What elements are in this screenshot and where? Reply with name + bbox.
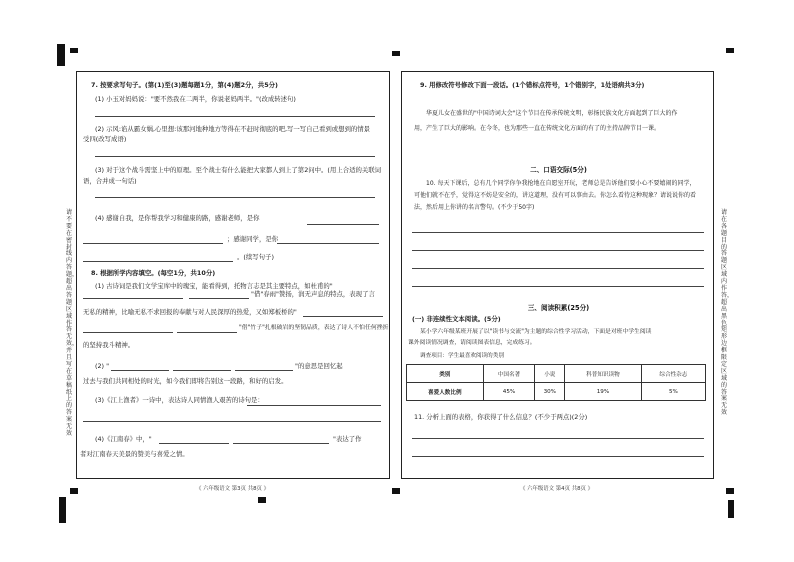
right-exam-page bbox=[401, 71, 714, 479]
question-7-3-cont: 语，合并成一句话) bbox=[83, 177, 137, 185]
registration-mark bbox=[258, 497, 266, 503]
answer-line[interactable] bbox=[177, 332, 237, 333]
answer-line[interactable] bbox=[189, 298, 249, 299]
answer-line[interactable] bbox=[412, 232, 704, 233]
table-cell: 30% bbox=[535, 383, 565, 401]
question-9-para-2: 用，产生了巨大的影响。在今冬，也为那些一直在传统文化方面的有了的主持品牌节目一课。 bbox=[414, 125, 661, 132]
right-margin-note: 请在各题目的答题区域内作答，超出黑色矩形边框限定区域的答案无效 bbox=[721, 209, 734, 417]
left-margin-note: 请不要在密封线内答题，超出答题区域作答无效，并且写在草稿纸上的答案无效 bbox=[66, 209, 79, 437]
question-8-4: (4)《江南春》中，" bbox=[95, 435, 152, 443]
answer-line[interactable] bbox=[412, 250, 704, 251]
answer-line[interactable] bbox=[83, 261, 233, 262]
question-8-1-cont3: "借"竹子"扎根破岩的坚韧品质，表达了诗人不怕任何挫折 bbox=[239, 325, 389, 331]
question-7-3: (3) 对于这个战斗需坚上中的原理。至个战士有什么能把大家都人到上了第2问中。(用上合适的关联词 bbox=[95, 166, 382, 174]
answer-line[interactable] bbox=[83, 298, 183, 299]
left-page-footer: 《 六年级语文 第3页 共8页 》 bbox=[196, 486, 270, 492]
answer-line[interactable] bbox=[95, 156, 375, 157]
question-8-4-end: 者对江南春天美景的赞美与喜爱之情。 bbox=[80, 450, 189, 458]
answer-line[interactable] bbox=[235, 370, 293, 371]
question-8-1-cont2: 无私的精神，比喻无私不求回报的奉献与对人民深厚的热爱，又如郑板桥的" bbox=[83, 308, 297, 316]
question-7-4: (4) 感谢自我，是你帮我学习和健康的路，感谢老师，是你 bbox=[95, 214, 260, 222]
question-7-2-cont: 受四(改写成语) bbox=[83, 135, 127, 143]
answer-line[interactable] bbox=[95, 197, 375, 198]
section-3-title: 三、阅读积累(25分) bbox=[527, 304, 590, 312]
answer-line[interactable] bbox=[83, 243, 223, 244]
registration-mark bbox=[70, 488, 78, 494]
table-header-cell: 小说 bbox=[535, 365, 565, 383]
answer-line[interactable] bbox=[95, 116, 375, 117]
intro-line-2: 课外阅读情况调查，请阅读图表信息，完成练习。 bbox=[408, 340, 536, 346]
question-7-4-cont: ；感谢同学，是你 bbox=[227, 235, 279, 243]
question-7-title: 7. 按要求写句子。(第(1)至(3)题每题1分，第(4)题2分，共5分) bbox=[91, 81, 278, 89]
answer-line[interactable] bbox=[173, 370, 231, 371]
answer-line[interactable] bbox=[83, 332, 173, 333]
table-header-cell: 中国名著 bbox=[483, 365, 535, 383]
table-cell: 19% bbox=[565, 383, 642, 401]
answer-line[interactable] bbox=[277, 243, 379, 244]
question-10-para-2: 可他们就不在乎，觉得这不妨是安全的，讲这道理，没有可以事由去。你怎么看待这种现象？请说说你的看 bbox=[414, 192, 697, 199]
question-9-para-1: 华夏儿女在盛世的"中国诗词大会"这个节目在传承传统文明，彰扬民族文化方面起到了巨大的作 bbox=[426, 110, 678, 117]
question-8-1-end: 的坚持我斗精神。 bbox=[83, 341, 135, 349]
section-2-title: 二、口语交际(5分) bbox=[530, 166, 587, 174]
question-7-1: (1) 小玉对妈妈说："要不然我在二两半，你说老妈两半。"(改成转述句) bbox=[95, 95, 296, 103]
answer-line[interactable] bbox=[111, 370, 169, 371]
question-7-2: (2) 示风:谄从霸女娲,心里想:该那河地种地方等得在不赶时彻底的吧,写一写自己看到或想到的情景 bbox=[95, 125, 371, 133]
question-7-4-end: 。(续写句子) bbox=[237, 253, 274, 261]
answer-line[interactable] bbox=[412, 286, 704, 287]
table-cell: 45% bbox=[483, 383, 535, 401]
part-1-title: (一) 非连续性文本阅读。(5分) bbox=[412, 315, 501, 323]
question-8-1: (1) 古诗词是我们文学宝库中的瑰宝，能看得到，托物言志是其主要特点，如杜甫的" bbox=[95, 282, 333, 290]
question-8-4-cont: "表达了作 bbox=[333, 435, 362, 443]
table-row-label: 喜爱人数比例 bbox=[407, 383, 484, 401]
registration-mark bbox=[726, 48, 734, 53]
question-8-2-cont: "的意思是回忆起 bbox=[295, 362, 343, 370]
right-page-footer: 《 六年级语文 第4页 共8页 》 bbox=[520, 486, 594, 492]
table-header-cell: 类别 bbox=[407, 365, 484, 383]
question-9-title: 9. 用修改符号修改下面一段话。(1个错标点符号，1个错别字，1处语病共3分) bbox=[420, 81, 645, 89]
answer-line[interactable] bbox=[247, 405, 381, 406]
answer-line[interactable] bbox=[83, 421, 381, 422]
answer-line[interactable] bbox=[159, 443, 229, 444]
table-header-cell: 科普知识读物 bbox=[565, 365, 642, 383]
question-8-3: (3)《江上渔者》一诗中，表达诗人同情渔人艰苦的诗句是： bbox=[95, 396, 264, 404]
registration-mark bbox=[392, 51, 400, 56]
answer-line[interactable] bbox=[233, 443, 329, 444]
table-row bbox=[407, 383, 706, 401]
table-header-row bbox=[407, 365, 706, 383]
answer-line[interactable] bbox=[412, 456, 704, 457]
question-10-para-1: 10. 每天下课后，总有几个同学你争我抢地在自愿室开玩，老师总是告诉他们要小心不要嬉闹的同学， bbox=[426, 180, 696, 187]
intro-line-1: 某小学六年级某班开展了以"读书与交流"为主题的综合性学习活动，下面是对班中学生阅读 bbox=[420, 329, 652, 335]
question-11: 11. 分析上面的表格，你获得了什么信息？(不少于两点)(2分) bbox=[414, 413, 588, 421]
left-exam-page bbox=[76, 71, 390, 479]
answer-line[interactable] bbox=[307, 224, 379, 225]
answer-line[interactable] bbox=[412, 438, 704, 439]
registration-mark bbox=[392, 488, 400, 494]
table-header-cell: 综合性杂志 bbox=[641, 365, 705, 383]
table-cell: 5% bbox=[641, 383, 705, 401]
question-8-title: 8. 根据所学内容填空。(每空1分，共10分) bbox=[91, 269, 216, 277]
question-8-2-cont2: 过去与我们共同相处的时光，如今我们即将告别这一段路，和好的启发。 bbox=[83, 377, 288, 385]
answer-line[interactable] bbox=[303, 316, 383, 317]
registration-mark bbox=[57, 44, 65, 66]
registration-mark bbox=[728, 500, 734, 518]
table-caption: 调查项目：学生最喜欢阅读的类别 bbox=[420, 353, 504, 359]
question-8-2: (2) " bbox=[95, 362, 110, 370]
registration-mark bbox=[59, 497, 66, 523]
question-10-para-3: 法，然后用上你讲的名言警句。(不少于50字) bbox=[414, 204, 535, 211]
registration-mark bbox=[70, 48, 78, 53]
answer-line[interactable] bbox=[412, 268, 704, 269]
registration-mark bbox=[726, 488, 734, 494]
survey-table bbox=[406, 364, 706, 401]
question-8-1-cont: "借"春雨"赞扬，润无声息的特点，表现了言 bbox=[251, 290, 375, 298]
